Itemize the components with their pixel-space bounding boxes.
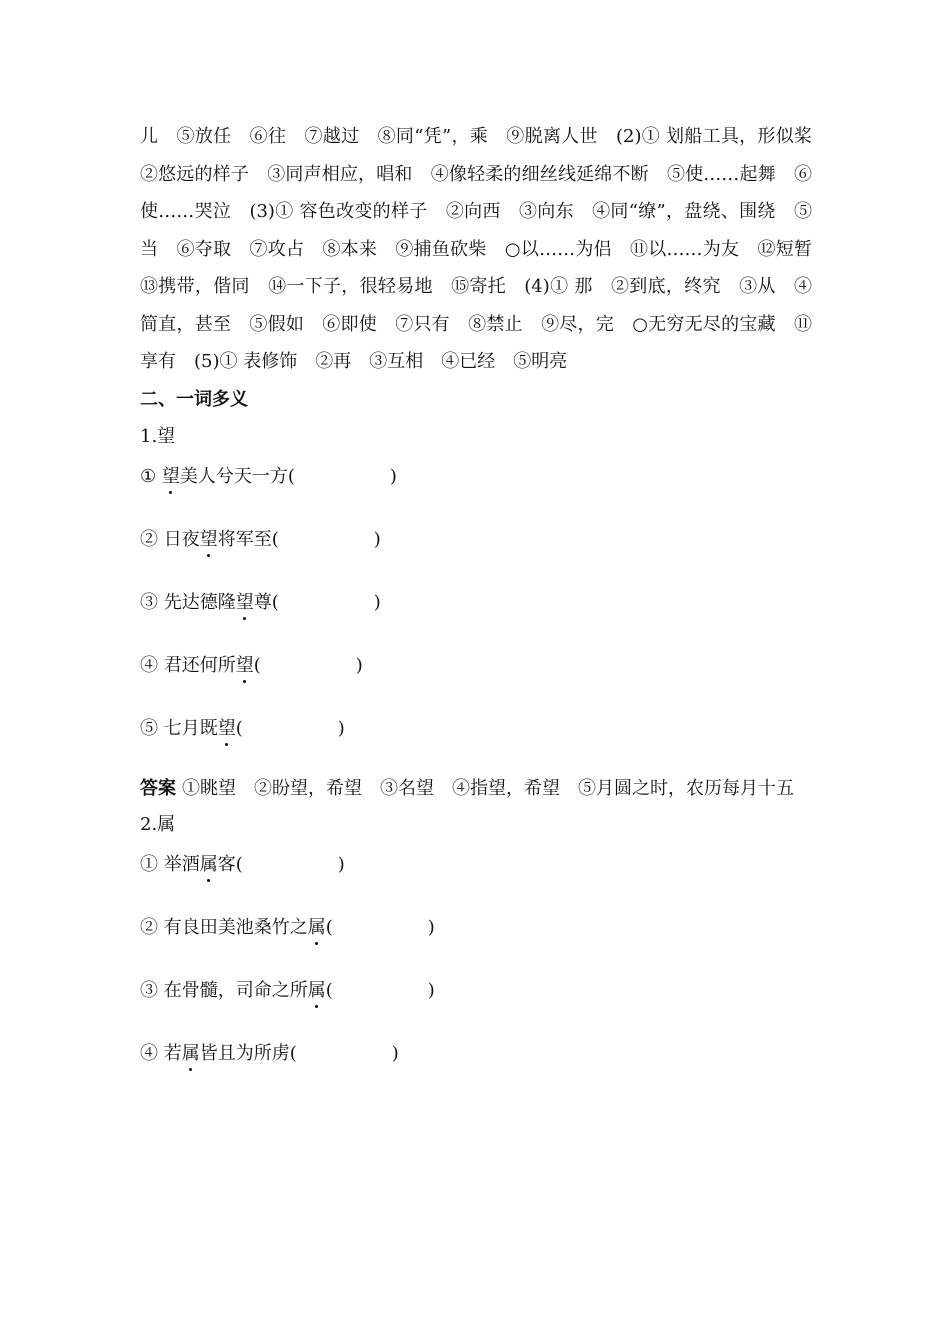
emphasized-char: 望: [161, 465, 180, 487]
document-page: [140, 118, 830, 1095]
emphasized-char: 望: [235, 591, 254, 613]
question-item: ⑤ 七月既望( ): [140, 717, 345, 739]
answer-paragraph: 儿 ⑤放任 ⑥往 ⑦越过 ⑧同“凭”，乘 ⑨脱离人世 (2)① 划船工具，形似桨 ②悠远的样子 ③同声相应，唱和 ④像轻柔的细丝线延绵不断 ⑤使……起舞 ⑥使……哭泣 (3)① 容色改变的样子 ②向西 ③向东 ④同“缭”，盘绕、围绕 ⑤当 ⑥夺取 ⑦攻占 ⑧本来 ⑨捕鱼砍柴 ○以……为侣 ⑪以……为友 ⑫短暂 ⑬携带，偕同 ⑭一下子，很轻易地 ⑮寄托 (4)① 那 ②到底，终究 ③从 ④简直，甚至 ⑤假如 ⑥即使 ⑦只有 ⑧禁止 ⑨尽，完 ○无穷无尽的宝藏 ⑪享有 (5)① 表修饰 ②再 ③互相 ④已经 ⑤明亮: [140, 126, 830, 372]
question-list-shu: [140, 843, 812, 1095]
emphasized-char: 望: [217, 717, 236, 739]
answer-text: ①眺望 ②盼望，希望 ③名望 ④指望，希望 ⑤月圆之时，农历每月十五: [182, 777, 794, 799]
question-item: ④ 君还何所望( ): [140, 654, 363, 676]
emphasized-char: 属: [199, 854, 218, 875]
emphasized-char: 望: [235, 654, 254, 676]
section-heading: 二、一词多义: [140, 388, 248, 410]
question-item: ④ 若属皆且为所虏( ): [140, 1043, 399, 1064]
question-item: ② 日夜望将军至( ): [140, 528, 381, 550]
question-item: ① 望美人兮天一方( ): [140, 465, 397, 487]
emphasized-char: 望: [199, 528, 218, 550]
question-item: ③ 先达德隆望尊( ): [140, 591, 381, 613]
emphasized-char: 属: [181, 1043, 200, 1064]
answer-label: 答案: [140, 777, 176, 799]
question-item: ① 举酒属客( ): [140, 854, 345, 875]
word-title-wang: 1.望: [140, 425, 176, 447]
emphasized-char: 属: [307, 980, 326, 1001]
question-item: ③ 在骨髓，司命之所属( ): [140, 980, 435, 1001]
emphasized-char: 属: [307, 917, 326, 938]
question-item: ② 有良田美池桑竹之属( ): [140, 917, 435, 938]
word-title-shu: 2.属: [140, 814, 176, 835]
answer-block: [140, 770, 812, 808]
question-list-wang: [140, 455, 812, 770]
